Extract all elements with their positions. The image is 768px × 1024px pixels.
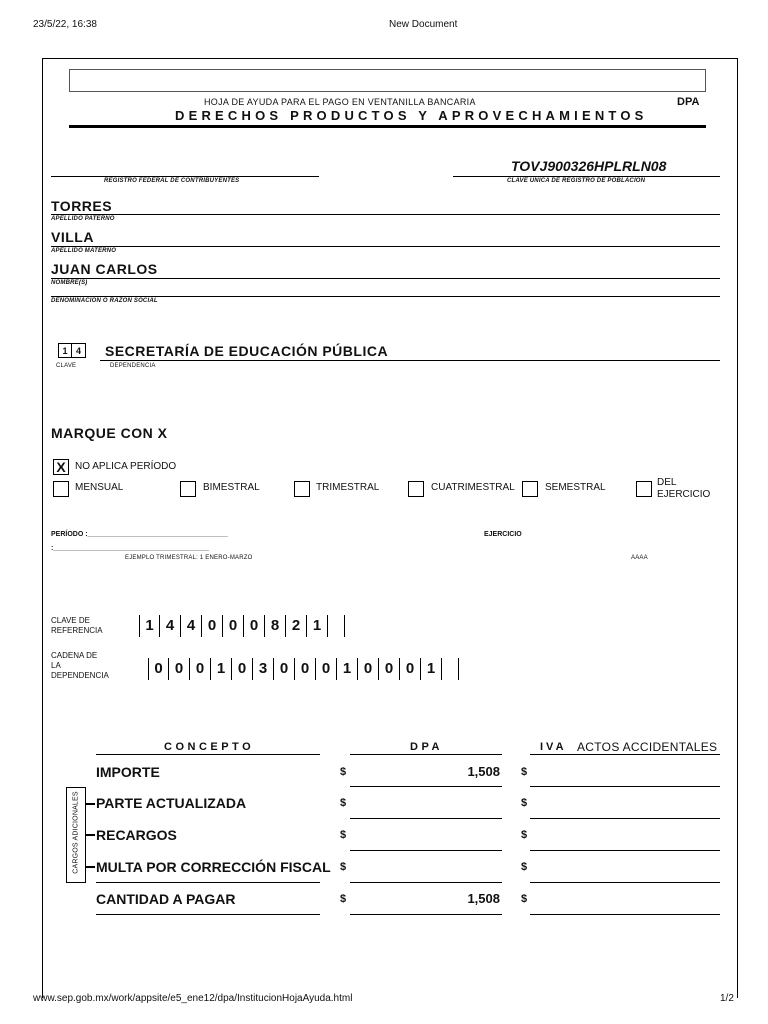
header-line-dpa — [350, 754, 502, 755]
cadena-digit: 0 — [169, 658, 190, 680]
aaaa-label: AAAA — [631, 555, 648, 561]
form-title: DERECHOS PRODUCTOS Y APROVECHAMIENTOS — [175, 108, 648, 123]
reference-digit: 0 — [202, 615, 223, 637]
cuatrimestral-checkbox[interactable] — [408, 481, 424, 497]
trimestral-checkbox[interactable] — [294, 481, 310, 497]
concept-recargos: RECARGOS — [96, 827, 177, 843]
row-line — [530, 786, 720, 787]
cadena-digit: 1 — [421, 658, 442, 680]
reference-digit: 4 — [181, 615, 202, 637]
dependency-label: DEPENDENCIA — [110, 363, 156, 369]
cadena-digit: 3 — [253, 658, 274, 680]
bimestral-label: BIMESTRAL — [203, 482, 260, 493]
del-ejercicio-checkbox[interactable] — [636, 481, 652, 497]
side-tick — [86, 834, 95, 836]
no-aplica-label: NO APLICA PERÍODO — [75, 461, 177, 472]
semestral-label: SEMESTRAL — [545, 482, 606, 493]
curp-line — [453, 176, 720, 177]
cadena-digit: 0 — [274, 658, 295, 680]
row-line — [530, 850, 720, 851]
row-line — [350, 786, 502, 787]
names-line — [51, 278, 720, 279]
col-iva-sub: ACTOS ACCIDENTALES — [577, 740, 718, 754]
maternal-label: APELLIDO MATERNO — [51, 248, 117, 254]
row-line — [530, 882, 720, 883]
cadena-digit — [442, 658, 459, 680]
iva-currency: $ — [521, 861, 528, 873]
cadena-digit: 0 — [379, 658, 400, 680]
concept-multa: MULTA POR CORRECCIÓN FISCAL — [96, 859, 331, 875]
cuatrimestral-label: CUATRIMESTRAL — [431, 482, 515, 493]
header-line-concepto — [96, 754, 320, 755]
mark-heading: MARQUE CON X — [51, 425, 168, 441]
cadena-label-1: CADENA DE — [51, 651, 98, 660]
company-line — [51, 296, 720, 297]
concept-cantidad-a-pagar: CANTIDAD A PAGAR — [96, 891, 236, 907]
reference-digit: 8 — [265, 615, 286, 637]
iva-currency: $ — [521, 797, 528, 809]
cadena-digit: 1 — [337, 658, 358, 680]
cadena-digit: 0 — [232, 658, 253, 680]
iva-currency: $ — [521, 893, 528, 905]
row-line — [530, 914, 720, 915]
paternal-label: APELLIDO PATERNO — [51, 216, 115, 222]
iva-currency: $ — [521, 829, 528, 841]
header-box — [69, 69, 706, 92]
cadena-digit: 0 — [148, 658, 169, 680]
rfc-label: REGISTRO FEDERAL DE CONTRIBUYENTES — [104, 178, 240, 184]
cadena-digit: 0 — [190, 658, 211, 680]
print-datetime: 23/5/22, 16:38 — [33, 19, 97, 30]
paternal-surname: TORRES — [51, 198, 113, 214]
row-line — [96, 882, 320, 883]
referencia-label-2: REFERENCIA — [51, 626, 103, 635]
col-concepto: CONCEPTO — [164, 741, 255, 753]
reference-digit — [328, 615, 345, 637]
dpa-cantidad-a-pagar: 1,508 — [467, 891, 500, 906]
row-line — [530, 818, 720, 819]
company-label: DENOMINACIÓN O RAZÓN SOCIAL — [51, 298, 158, 304]
cadena-digits — [148, 658, 459, 680]
clave-digit: 4 — [72, 343, 86, 358]
reference-digit: 2 — [286, 615, 307, 637]
reference-digit: 1 — [307, 615, 328, 637]
cadena-label-3: DEPENDENCIA — [51, 671, 109, 680]
row-line — [350, 914, 502, 915]
header-rule — [69, 125, 706, 128]
reference-digit: 4 — [160, 615, 181, 637]
cadena-digit: 0 — [400, 658, 421, 680]
curp-label: CLAVE ÚNICA DE REGISTRO DE POBLACIÓN — [507, 178, 646, 184]
row-line — [350, 882, 502, 883]
concept-importe: IMPORTE — [96, 764, 160, 780]
no-aplica-checkbox[interactable]: X — [53, 459, 69, 475]
print-url: www.sep.gob.mx/work/appsite/e5_ene12/dpa/InstitucionHojaAyuda.html — [33, 993, 353, 1004]
cadena-digit: 0 — [316, 658, 337, 680]
row-line — [350, 818, 502, 819]
side-label: CARGOS ADICIONALES — [72, 791, 80, 874]
reference-digits — [139, 615, 345, 637]
cadena-digit: 0 — [295, 658, 316, 680]
rfc-line — [51, 176, 319, 177]
semestral-checkbox[interactable] — [522, 481, 538, 497]
mensual-label: MENSUAL — [75, 482, 124, 493]
periodo-line: :________________________________________ — [51, 545, 210, 552]
ejercicio-label: EJERCICIO — [484, 531, 522, 538]
dpa-currency: $ — [340, 829, 347, 841]
dependency-clave — [58, 343, 86, 358]
row-line — [96, 914, 320, 915]
iva-currency: $ — [521, 766, 528, 778]
cadena-digit: 1 — [211, 658, 232, 680]
concept-parte-actualizada: PARTE ACTUALIZADA — [96, 795, 247, 811]
side-tick — [86, 866, 95, 868]
cadena-digit: 0 — [358, 658, 379, 680]
reference-digit: 0 — [223, 615, 244, 637]
dpa-currency: $ — [340, 861, 347, 873]
del-label: DEL — [657, 477, 677, 488]
reference-digit: 1 — [139, 615, 160, 637]
dpa-importe: 1,508 — [467, 764, 500, 779]
form-subtitle: HOJA DE AYUDA PARA EL PAGO EN VENTANILLA BANCARIA — [204, 97, 476, 107]
maternal-line — [51, 246, 720, 247]
ejercicio-option-label: EJERCICIO — [657, 489, 711, 500]
reference-digit: 0 — [244, 615, 265, 637]
dependency-line — [100, 360, 720, 361]
print-title: New Document — [389, 19, 458, 30]
clave-digit: 1 — [58, 343, 72, 358]
mensual-checkbox[interactable] — [53, 481, 69, 497]
col-iva: IVA — [540, 741, 567, 753]
curp-value: TOVJ900326HPLRLN08 — [511, 158, 667, 174]
dpa-currency: $ — [340, 797, 347, 809]
trimestral-label: TRIMESTRAL — [316, 482, 380, 493]
form-frame — [42, 58, 738, 998]
names-label: NOMBRE(S) — [51, 280, 88, 286]
form-code: DPA — [677, 96, 700, 108]
bimestral-checkbox[interactable] — [180, 481, 196, 497]
print-page-number: 1/2 — [720, 993, 734, 1004]
given-names: JUAN CARLOS — [51, 261, 158, 277]
header-line-iva — [530, 754, 720, 755]
cadena-label-2: LA — [51, 661, 61, 670]
dpa-currency: $ — [340, 766, 347, 778]
periodo-label: PERÍODO :____________________________________ — [51, 531, 228, 538]
clave-label: CLAVE — [56, 363, 77, 369]
col-dpa: DPA — [410, 741, 443, 753]
side-tick — [86, 803, 95, 805]
periodo-example: EJEMPLO TRIMESTRAL: 1 ENERO-MARZO — [125, 555, 253, 561]
dependency-name: SECRETARÍA DE EDUCACIÓN PÚBLICA — [105, 343, 389, 359]
row-line — [350, 850, 502, 851]
maternal-surname: VILLA — [51, 229, 94, 245]
paternal-line — [51, 214, 720, 215]
referencia-label-1: CLAVE DE — [51, 616, 90, 625]
dpa-currency: $ — [340, 893, 347, 905]
